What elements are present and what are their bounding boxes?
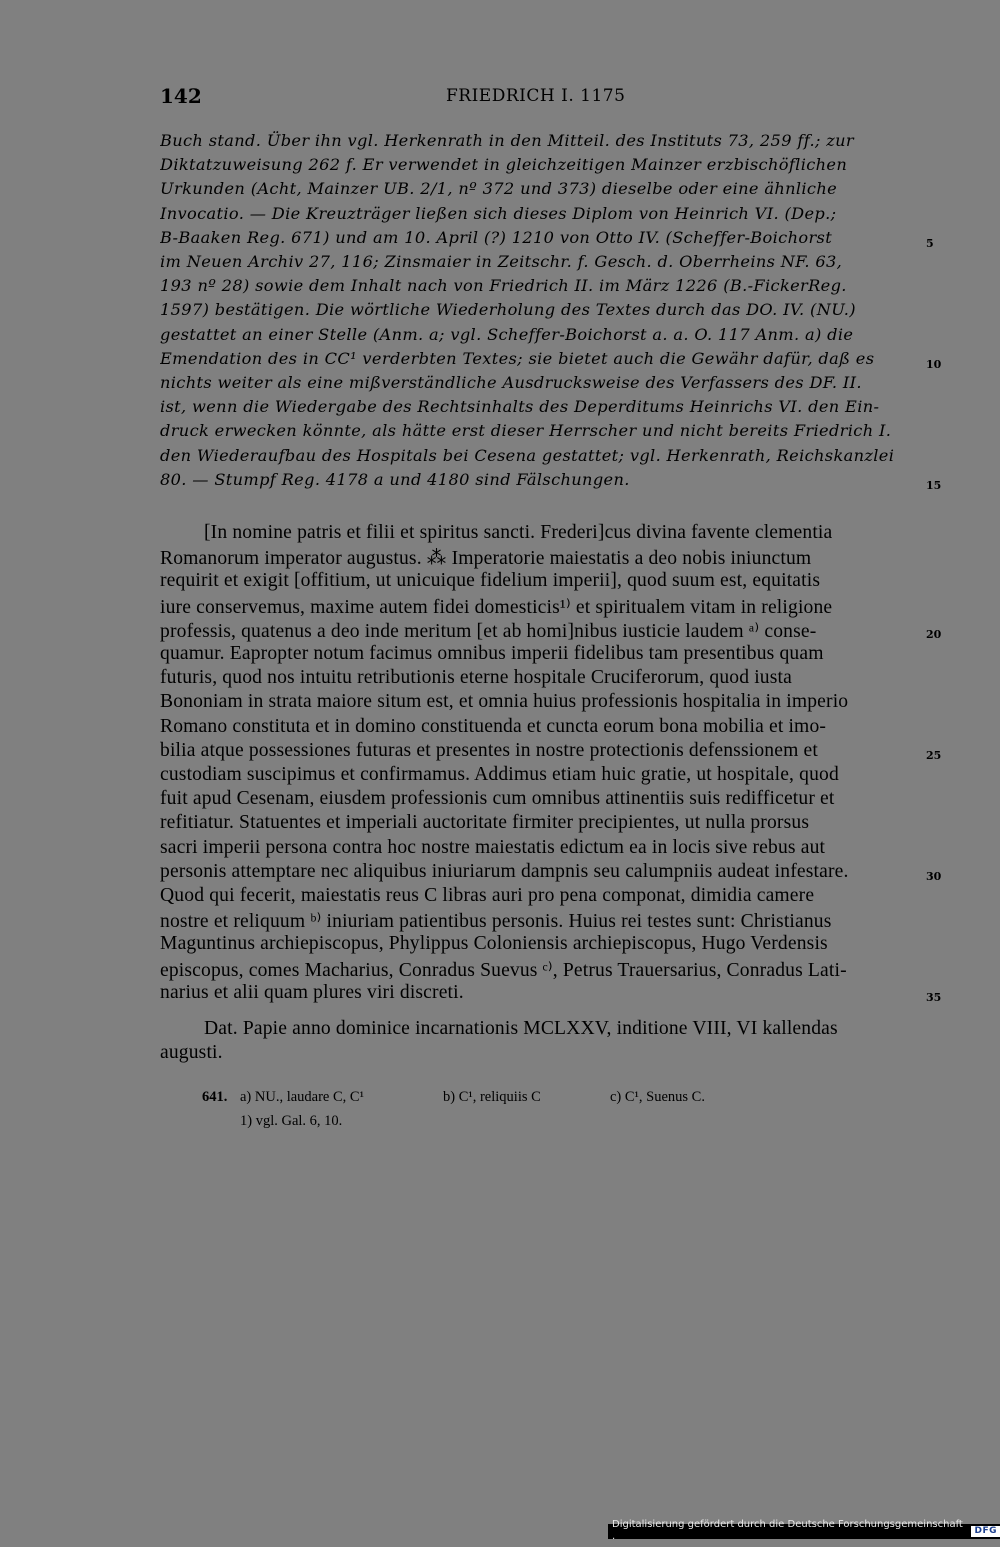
charter-line: personis attemptare nec aliquibus iniuriarum dampnis seu calumpniis audeat infestare. bbox=[160, 860, 849, 882]
commentary-line: 1597) bestätigen. Die wörtliche Wiederholung des Textes durch das DO. IV. (NU.) bbox=[160, 300, 856, 320]
line-number: 15 bbox=[926, 479, 942, 492]
charter-line: Romano constituta et in domino constituenda et cuncta eorum bona mobilia et imo- bbox=[160, 715, 827, 737]
document-number: 641. bbox=[202, 1089, 228, 1105]
charter-line: refitiatur. Statuentes et imperiali auctoritate firmiter precipientes, ut nulla prorsus bbox=[160, 812, 810, 834]
charter-line: sacri imperii persona contra hoc nostre maiestatis edictum ea in locis sive rebus aut bbox=[160, 836, 826, 858]
running-head: FRIEDRICH I. 1175 bbox=[446, 86, 626, 106]
footnote-1: 1) vgl. Gal. 6, 10. bbox=[240, 1113, 343, 1129]
variant-note-a: a) NU., laudare C, C¹ bbox=[240, 1089, 364, 1105]
charter-line: Romanorum imperator augustus. ⁂ Imperatorie maiestatis a deo nobis iniunctum bbox=[160, 548, 812, 570]
commentary-line: nichts weiter als eine mißverständliche Ausdrucksweise des Verfassers des DF. II. bbox=[160, 373, 862, 392]
commentary-line: druck erwecken könnte, als hätte erst dieser Herrscher und nicht bereits Friedrich I. bbox=[160, 421, 892, 441]
dating-line: Dat. Papie anno dominice incarnationis MCLXXV, inditione VIII, VI kallendas bbox=[204, 1018, 838, 1039]
line-number: 30 bbox=[926, 870, 942, 883]
charter-line: fuit apud Cesenam, eiusdem professionis cum omnibus attinentiis suis redifficetur et bbox=[160, 788, 835, 810]
charter-line: bilia atque possessiones futuras et presentes in nostre protectionis defenssionem et bbox=[160, 739, 818, 761]
page-number: 142 bbox=[160, 84, 202, 108]
credit-text: Digitalisierung gefördert durch die Deutsche Forschungsgemeinschaft · bbox=[612, 1518, 963, 1545]
commentary-line: Urkunden (Acht, Mainzer UB. 2/1, nº 372 und 373) dieselbe oder eine ähnliche bbox=[160, 179, 838, 199]
charter-line: futuris, quod nos intuitu retributionis eterne hospitale Cruciferorum, quod iusta bbox=[160, 667, 792, 689]
charter-line: iure conservemus, maxime autem fidei domesticis¹⁾ et spiritualem vitam in religione bbox=[160, 596, 833, 618]
variant-note-b: b) C¹, reliquiis C bbox=[443, 1089, 541, 1105]
charter-line: quamur. Eapropter notum facimus omnibus imperii fidelibus tam presentibus quam bbox=[160, 643, 824, 664]
dating-line: augusti. bbox=[160, 1042, 223, 1064]
charter-line: custodiam suscipimus et confirmamus. Addimus etiam huic gratie, ut hospitale, quod bbox=[160, 764, 839, 785]
variant-note-c: c) C¹, Suenus C. bbox=[610, 1089, 705, 1105]
line-number: 5 bbox=[926, 237, 934, 250]
commentary-line: B-Baaken Reg. 671) und am 10. April (?) 1210 von Otto IV. (Scheffer-Boichorst bbox=[160, 227, 833, 247]
commentary-line: im Neuen Archiv 27, 116; Zinsmaier in Zeitschr. f. Gesch. d. Oberrheins NF. 63, bbox=[160, 252, 843, 271]
line-number: 20 bbox=[926, 628, 942, 641]
dfg-logo: DFG bbox=[971, 1526, 1000, 1537]
line-number: 10 bbox=[926, 358, 942, 371]
charter-line: Bononiam in strata maiore situm est, et omnia huius professionis hospitalia in imperio bbox=[160, 691, 849, 713]
charter-line: episcopus, comes Macharius, Conradus Suevus ᶜ⁾, Petrus Trauersarius, Conradus Lati- bbox=[160, 959, 847, 981]
commentary-line: den Wiederaufbau des Hospitals bei Cesena gestattet; vgl. Herkenrath, Reichskanzlei bbox=[160, 445, 895, 465]
commentary-line: Emendation des in CC¹ verderbten Textes; sie bietet auch die Gewähr dafür, daß es bbox=[160, 348, 875, 368]
charter-line: Quod qui fecerit, maiestatis reus C libras auri pro pena componat, dimidia camere bbox=[160, 885, 815, 906]
commentary-line: Invocatio. — Die Kreuzträger ließen sich dieses Diplom von Heinrich VI. (Dep.; bbox=[160, 203, 837, 223]
charter-line: professis, quatenus a deo inde meritum [et ab homi]nibus iusticie laudem ᵃ⁾ conse- bbox=[160, 620, 817, 642]
charter-line: nostre et reliquum ᵇ⁾ iniuriam patientibus personis. Huius rei testes sunt: Christianus bbox=[160, 911, 832, 933]
commentary-line: 80. — Stumpf Reg. 4178 a und 4180 sind Fälschungen. bbox=[160, 469, 630, 489]
commentary-line: ist, wenn die Wiedergabe des Rechtsinhalts des Deperditums Heinrichs VI. den Ein- bbox=[160, 397, 880, 417]
line-number: 35 bbox=[926, 991, 942, 1004]
commentary-line: 193 nº 28) sowie dem Inhalt nach von Friedrich II. im März 1226 (B.-FickerReg. bbox=[160, 276, 847, 296]
line-number: 25 bbox=[926, 749, 942, 762]
charter-line: Maguntinus archiepiscopus, Phylippus Coloniensis archiepiscopus, Hugo Verdensis bbox=[160, 933, 828, 955]
commentary-line: gestattet an einer Stelle (Anm. a; vgl. Scheffer-Boichorst a. a. O. 117 Anm. a) die bbox=[160, 324, 854, 344]
digitization-credit bbox=[608, 1518, 1000, 1545]
commentary-line: Diktatzuweisung 262 f. Er verwendet in gleichzeitigen Mainzer erzbischöflichen bbox=[160, 155, 848, 175]
commentary-line: Buch stand. Über ihn vgl. Herkenrath in den Mitteil. des Instituts 73, 259 ff.; zur bbox=[160, 131, 854, 150]
charter-line: requirit et exigit [offitium, ut unicuique fidelium imperii], quod suum est, equitatis bbox=[160, 570, 821, 592]
charter-line: [In nomine patris et filii et spiritus sancti. Frederi]cus divina favente clementia bbox=[204, 522, 833, 543]
charter-line: narius et alii quam plures viri discreti. bbox=[160, 981, 464, 1003]
